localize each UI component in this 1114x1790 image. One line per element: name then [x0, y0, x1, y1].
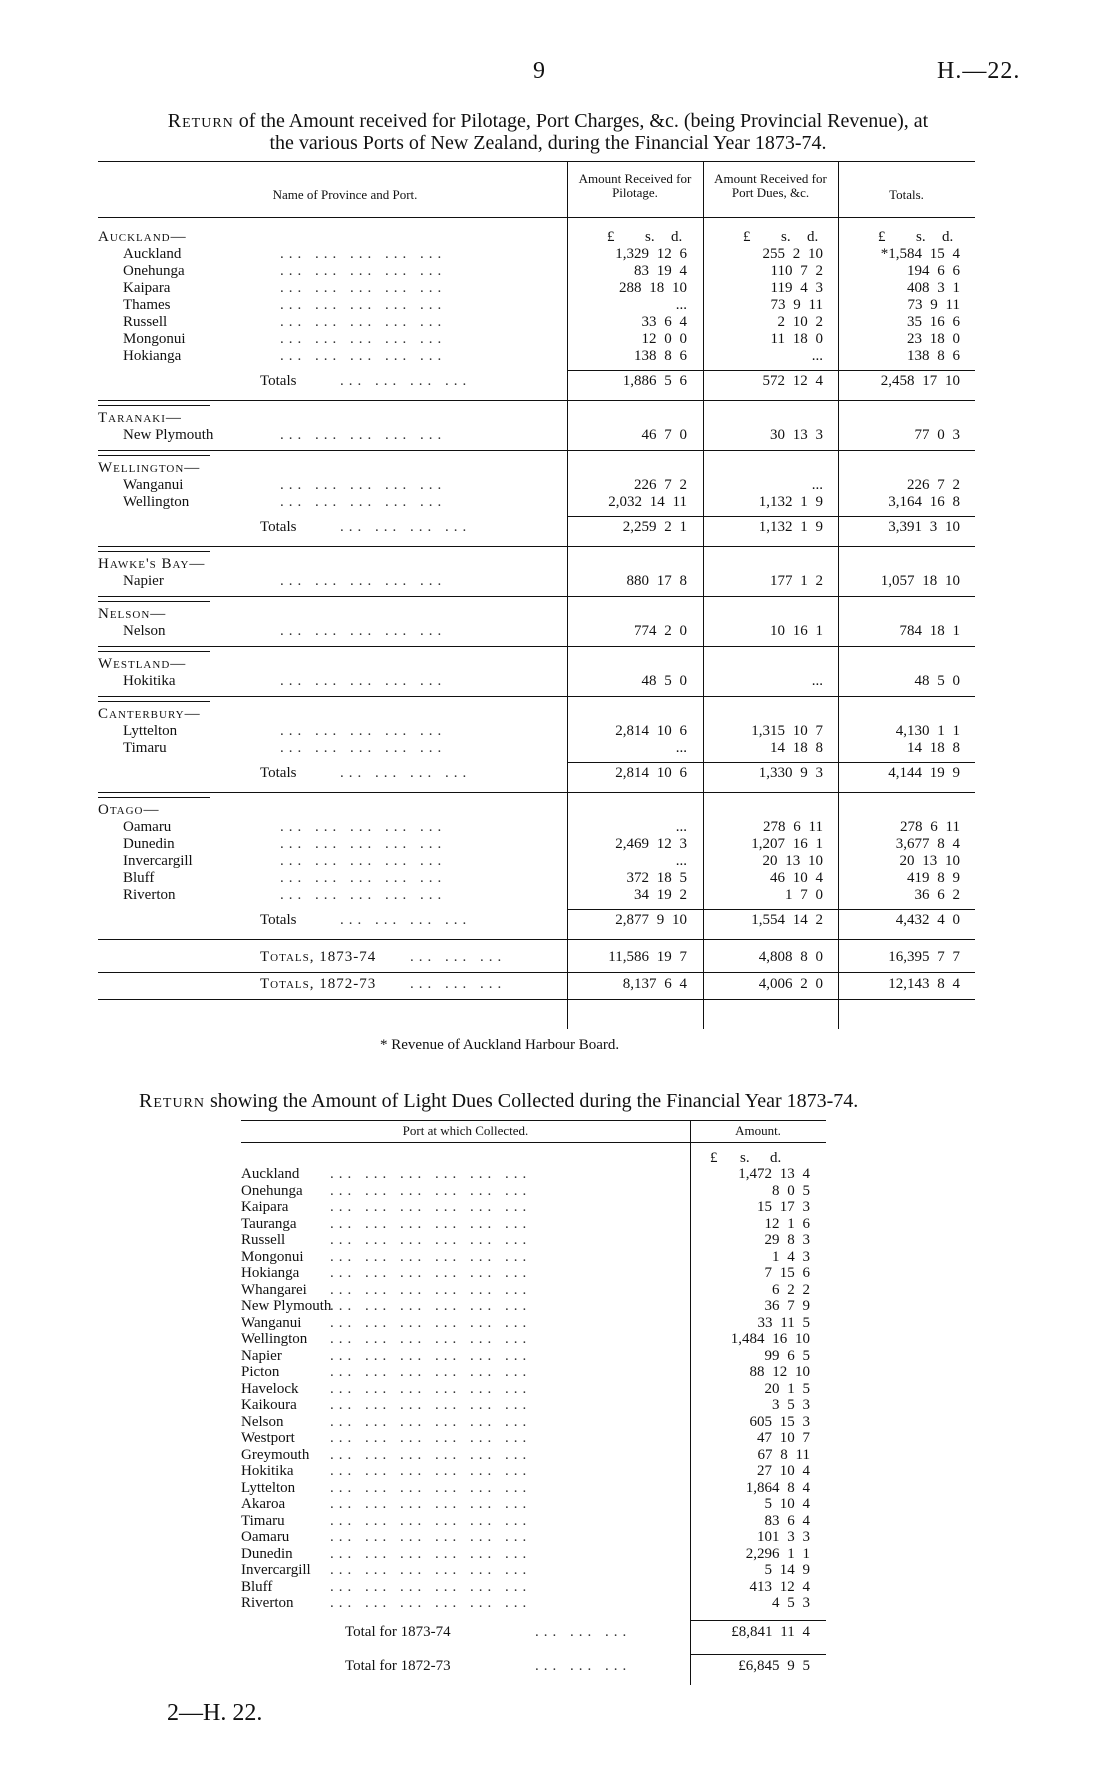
header-rule — [98, 217, 975, 218]
table1-top-rule — [98, 161, 975, 162]
port-dues-value: 14 18 8 — [770, 740, 823, 756]
leader-dots: ... ... ... ... ... ... — [330, 1529, 532, 1545]
unit-penny-dues: d. — [807, 229, 819, 245]
leader-dots: ... ... ... ... ... — [280, 427, 447, 443]
light-dues-port: New Plymouth — [241, 1298, 332, 1314]
leader-dots: ... ... ... ... ... ... — [330, 1347, 532, 1364]
pilotage-value: ... — [675, 740, 687, 756]
grand-port-dues: 4,808 8 0 — [758, 949, 823, 965]
leader-dots: ... ... ... — [410, 976, 507, 992]
light-dues-amount: 101 3 3 — [757, 1529, 810, 1545]
leader-dots: ... ... ... ... — [340, 912, 472, 928]
total-value: 20 13 10 — [899, 853, 960, 869]
grand-port-dues: 4,006 2 0 — [758, 976, 823, 992]
province-name: Westland— — [98, 656, 187, 672]
port-dues-value: ... — [811, 673, 823, 689]
light-dues-amount: 88 12 10 — [749, 1364, 810, 1380]
province-total: 4,144 19 9 — [888, 765, 960, 781]
leader-dots: ... ... ... ... ... ... — [330, 1232, 532, 1248]
port-name: Auckland — [123, 246, 182, 262]
light-dues-amount: 20 1 5 — [764, 1380, 810, 1397]
unit-pound-pilotage: £ — [607, 229, 615, 245]
grand-total-label: Totals, 1873-74 — [260, 949, 377, 965]
port-name: Riverton — [123, 887, 176, 903]
leader-dots: ... ... ... ... ... — [280, 853, 447, 869]
totals-label: Totals — [260, 765, 297, 781]
leader-dots: ... ... ... ... ... — [280, 297, 447, 313]
leader-dots: ... ... ... ... ... ... — [330, 1562, 532, 1578]
light-dues-port: Westport — [241, 1430, 295, 1446]
pilotage-value: 48 5 0 — [641, 673, 687, 689]
leader-dots: ... ... ... ... ... ... — [330, 1265, 532, 1281]
total-value: *1,584 15 4 — [880, 246, 960, 262]
port-dues-value: 1,315 10 7 — [751, 723, 823, 739]
total-value: 3,164 16 8 — [888, 494, 960, 510]
unit-pound-totals: £ — [878, 229, 886, 245]
light-dues-port: Riverton — [241, 1595, 294, 1611]
leader-dots: ... ... ... ... ... ... — [330, 1595, 532, 1611]
leader-dots: ... ... ... ... ... — [280, 263, 447, 279]
grand-total: 16,395 7 7 — [888, 949, 960, 965]
light-dues-amount: 15 17 3 — [757, 1199, 810, 1215]
grand-pilotage: 8,137 6 4 — [622, 976, 687, 992]
unit-shilling-pilotage: s. — [645, 229, 655, 245]
header-port: Port at which Collected. — [402, 1123, 529, 1138]
total-value: 784 18 1 — [899, 623, 960, 639]
grand-rule — [98, 972, 975, 973]
province-name: Otago— — [98, 802, 160, 818]
leader-dots: ... ... ... ... ... — [280, 246, 447, 262]
section-rule — [98, 792, 975, 793]
unit-penny: d. — [770, 1150, 782, 1166]
header-portdues: Amount Received for Port Dues, &c. — [714, 171, 827, 200]
pilotage-value: 226 7 2 — [634, 477, 687, 493]
return2-title-rest: showing the Amount of Light Dues Collected during the Financial Year 1873-74. — [205, 1090, 859, 1112]
leader-dots: ... ... ... ... ... ... — [330, 1413, 532, 1430]
pilotage-value: 2,032 14 11 — [608, 494, 687, 510]
leader-dots: ... ... ... ... ... ... — [330, 1397, 532, 1413]
port-name: Bluff — [123, 870, 155, 886]
total-value: 419 8 9 — [907, 870, 960, 886]
pilotage-value: 12 0 0 — [641, 331, 687, 347]
port-name: Oamaru — [123, 819, 172, 835]
grand-rule — [98, 999, 975, 1000]
port-dues-value: 1 7 0 — [785, 887, 823, 903]
port-name: Lyttelton — [123, 723, 178, 739]
grand-pilotage: 11,586 19 7 — [608, 949, 687, 965]
province-name: Hawke's Bay— — [98, 556, 206, 572]
total-value: 48 5 0 — [914, 673, 960, 689]
port-name: Onehunga — [123, 263, 185, 279]
leader-dots: ... ... ... ... ... — [280, 331, 447, 347]
light-dues-amount: 1,484 16 10 — [730, 1331, 810, 1347]
light-dues-port: Napier — [241, 1347, 282, 1364]
port-dues-value: 2 10 2 — [777, 314, 823, 330]
grand-total: 12,143 8 4 — [888, 976, 960, 992]
total-value: 35 16 6 — [907, 314, 960, 330]
light-dues-total-amount: £8,841 11 4 — [731, 1623, 810, 1640]
leader-dots: ... ... ... ... ... — [280, 280, 447, 296]
light-dues-amount: 2,296 1 1 — [745, 1545, 810, 1562]
light-dues-amount: 27 10 4 — [757, 1463, 810, 1479]
light-dues-amount: 5 14 9 — [764, 1562, 810, 1578]
province-rule — [98, 551, 210, 552]
light-dues-amount: 12 1 6 — [764, 1215, 810, 1232]
leader-dots: ... ... ... ... ... — [280, 836, 447, 852]
port-dues-value: 119 4 3 — [770, 280, 823, 296]
total-value: 226 7 2 — [907, 477, 960, 493]
table2-top-rule — [241, 1120, 826, 1121]
province-rule — [98, 651, 210, 652]
light-dues-port: Hokianga — [241, 1265, 300, 1281]
pilotage-subtotal: 1,886 5 6 — [622, 373, 687, 389]
light-dues-port: Greymouth — [241, 1446, 310, 1463]
light-dues-port: Oamaru — [241, 1529, 290, 1545]
grand-total-label: Totals, 1872-73 — [260, 976, 377, 992]
return2-title-prefix: Return — [139, 1090, 206, 1112]
light-dues-total-amount: £6,845 9 5 — [738, 1657, 810, 1674]
unit-pound-dues: £ — [743, 229, 751, 245]
pilotage-subtotal: 2,814 10 6 — [615, 765, 687, 781]
header-amount: Amount. — [735, 1123, 781, 1138]
leader-dots: ... ... ... — [535, 1623, 632, 1640]
port-dues-value: 255 2 10 — [762, 246, 823, 262]
leader-dots: ... ... ... ... ... — [280, 348, 447, 364]
light-dues-port: Havelock — [241, 1380, 299, 1397]
light-dues-total-label: Total for 1873-74 — [345, 1623, 451, 1640]
leader-dots: ... ... ... ... ... ... — [330, 1248, 532, 1265]
leader-dots: ... ... ... — [410, 949, 507, 965]
light-dues-amount: 5 10 4 — [764, 1496, 810, 1512]
unit-shilling-dues: s. — [781, 229, 791, 245]
light-dues-amount: 83 6 4 — [764, 1512, 810, 1529]
province-total: 3,391 3 10 — [888, 519, 960, 535]
light-dues-amount: 1,864 8 4 — [745, 1479, 810, 1496]
leader-dots: ... ... ... ... ... — [280, 477, 447, 493]
leader-dots: ... ... ... ... ... — [280, 494, 447, 510]
light-dues-amount: 1 4 3 — [772, 1248, 810, 1265]
leader-dots: ... ... ... ... ... — [280, 740, 447, 756]
pilotage-value: 2,814 10 6 — [615, 723, 687, 739]
port-dues-value: 110 7 2 — [770, 263, 823, 279]
totals-label: Totals — [260, 912, 297, 928]
light-dues-amount: 3 5 3 — [772, 1397, 810, 1413]
header-pilotage: Amount Received for Pilotage. — [578, 171, 692, 200]
table2-header-rule — [241, 1142, 826, 1143]
totals-rule — [567, 370, 975, 371]
port-dues-value: 177 1 2 — [770, 573, 823, 589]
light-dues-amount: 605 15 3 — [749, 1413, 810, 1430]
port-name: Wellington — [123, 494, 190, 510]
leader-dots: ... ... ... ... ... ... — [330, 1281, 532, 1298]
province-rule — [98, 601, 210, 602]
pilotage-value: 33 6 4 — [641, 314, 687, 330]
footnote: * Revenue of Auckland Harbour Board. — [380, 1037, 620, 1053]
port-name: Timaru — [123, 740, 167, 756]
pilotage-value: ... — [675, 853, 687, 869]
header-totals: Totals. — [889, 187, 924, 202]
leader-dots: ... ... ... ... ... — [280, 723, 447, 739]
port-name: Nelson — [123, 623, 166, 639]
leader-dots: ... ... ... ... ... ... — [330, 1182, 532, 1199]
light-dues-port: Lyttelton — [241, 1479, 296, 1496]
province-rule — [98, 455, 210, 456]
port-dues-value: 46 10 4 — [770, 870, 823, 886]
leader-dots: ... ... ... ... ... ... — [330, 1380, 532, 1397]
light-dues-port: Tauranga — [241, 1215, 297, 1232]
port-dues-value: ... — [811, 477, 823, 493]
port-name: New Plymouth — [123, 427, 214, 443]
leader-dots: ... ... ... ... ... ... — [330, 1496, 532, 1512]
section-rule — [98, 450, 975, 451]
port-name: Wanganui — [123, 477, 184, 493]
section-rule — [98, 596, 975, 597]
light-dues-port: Wellington — [241, 1331, 308, 1347]
leader-dots: ... ... ... ... — [340, 765, 472, 781]
port-name: Mongonui — [123, 331, 186, 347]
total-value: 14 18 8 — [907, 740, 960, 756]
port-name: Russell — [123, 314, 168, 330]
leader-dots: ... ... ... ... ... — [280, 887, 447, 903]
port-dues-subtotal: 1,330 9 3 — [758, 765, 823, 781]
leader-dots: ... ... ... ... — [340, 373, 472, 389]
leader-dots: ... ... ... ... ... ... — [330, 1331, 532, 1347]
light-dues-port: Russell — [241, 1232, 286, 1248]
total-value: 1,057 18 10 — [880, 573, 960, 589]
totals-rule — [567, 516, 975, 517]
section-rule — [98, 546, 975, 547]
total-value: 77 0 3 — [914, 427, 960, 443]
light-dues-port: Dunedin — [241, 1545, 293, 1562]
document-reference: H.—22. — [937, 58, 1021, 84]
light-dues-amount: 36 7 9 — [764, 1298, 810, 1314]
return1-title — [98, 110, 998, 154]
leader-dots: ... ... ... ... ... ... — [330, 1512, 532, 1529]
totals-rule — [567, 762, 975, 763]
return1-title-line2: the various Ports of New Zealand, during the Financial Year 1873-74. — [269, 132, 827, 154]
total-value: 73 9 11 — [907, 297, 960, 313]
leader-dots: ... ... ... ... ... ... — [330, 1463, 532, 1479]
port-dues-subtotal: 572 12 4 — [762, 373, 823, 389]
port-dues-subtotal: 1,554 14 2 — [751, 912, 823, 928]
header-name: Name of Province and Port. — [272, 187, 418, 202]
port-name: Invercargill — [123, 853, 193, 869]
leader-dots: ... ... ... ... ... ... — [330, 1479, 532, 1496]
port-dues-value: 1,207 16 1 — [751, 836, 823, 852]
leader-dots: ... ... ... ... ... ... — [330, 1298, 532, 1314]
light-dues-amount: 8 0 5 — [772, 1182, 810, 1199]
pilotage-value: 1,329 12 6 — [615, 246, 687, 262]
unit-penny-totals: d. — [942, 229, 954, 245]
light-dues-amount: 1,472 13 4 — [738, 1166, 810, 1182]
province-total: 2,458 17 10 — [880, 373, 960, 389]
section-rule — [98, 646, 975, 647]
leader-dots: ... ... ... ... ... ... — [330, 1446, 532, 1463]
port-dues-value: 20 13 10 — [762, 853, 823, 869]
port-name: Kaipara — [123, 280, 171, 296]
section-rule — [98, 400, 975, 401]
unit-pound: £ — [710, 1150, 718, 1166]
province-total: 4,432 4 0 — [895, 912, 960, 928]
pilotage-value: ... — [675, 819, 687, 835]
leader-dots: ... ... ... ... ... ... — [330, 1314, 532, 1331]
section-rule — [98, 939, 975, 940]
light-dues-amount: 413 12 4 — [749, 1578, 810, 1595]
leader-dots: ... ... ... ... ... ... — [330, 1545, 532, 1562]
port-name: Hokianga — [123, 348, 182, 364]
pilotage-value: 288 18 10 — [619, 280, 687, 296]
unit-penny-pilotage: d. — [671, 229, 683, 245]
leader-dots: ... ... ... ... ... ... — [330, 1578, 532, 1595]
pilotage-value: 2,469 12 3 — [615, 836, 687, 852]
totals-label: Totals — [260, 519, 297, 535]
total-value: 408 3 1 — [907, 280, 960, 296]
province-name: Canterbury— — [98, 706, 201, 722]
total-value: 278 6 11 — [900, 819, 960, 835]
total-rule — [690, 1654, 826, 1655]
port-name: Napier — [123, 573, 164, 589]
port-dues-subtotal: 1,132 1 9 — [758, 519, 823, 535]
pilotage-value: 372 18 5 — [626, 870, 687, 886]
leader-dots: ... ... ... ... ... — [280, 819, 447, 835]
leader-dots: ... ... ... ... ... — [280, 314, 447, 330]
light-dues-amount: 47 10 7 — [757, 1430, 810, 1446]
port-dues-value: 1,132 1 9 — [758, 494, 823, 510]
leader-dots: ... ... ... ... ... — [280, 623, 447, 639]
port-dues-value: 73 9 11 — [770, 297, 823, 313]
light-dues-port: Wanganui — [241, 1314, 302, 1331]
page-number: 9 — [533, 58, 545, 84]
light-dues-port: Auckland — [241, 1166, 300, 1182]
pilotage-value: 774 2 0 — [634, 623, 687, 639]
light-dues-port: Onehunga — [241, 1182, 303, 1199]
total-value: 138 8 6 — [907, 348, 960, 364]
light-dues-port: Picton — [241, 1364, 280, 1380]
totals-label: Totals — [260, 373, 297, 389]
light-dues-port: Timaru — [241, 1512, 285, 1529]
port-dues-value: 10 16 1 — [770, 623, 823, 639]
leader-dots: ... ... ... ... ... — [280, 870, 447, 886]
province-name: Taranaki— — [98, 410, 182, 426]
pilotage-value: 46 7 0 — [641, 427, 687, 443]
leader-dots: ... ... ... ... ... — [280, 573, 447, 589]
light-dues-port: Mongonui — [241, 1248, 304, 1265]
port-dues-value: ... — [811, 348, 823, 364]
port-dues-value: 11 18 0 — [770, 331, 823, 347]
total-value: 4,130 1 1 — [895, 723, 960, 739]
port-name: Thames — [123, 297, 171, 313]
leader-dots: ... ... ... ... ... ... — [330, 1364, 532, 1380]
pilotage-value: 34 19 2 — [634, 887, 687, 903]
pilotage-subtotal: 2,877 9 10 — [615, 912, 687, 928]
province-rule — [98, 797, 210, 798]
light-dues-amount: 7 15 6 — [764, 1265, 810, 1281]
pilotage-subtotal: 2,259 2 1 — [622, 519, 687, 535]
leader-dots: ... ... ... — [535, 1657, 632, 1674]
light-dues-amount: 99 6 5 — [764, 1347, 810, 1364]
province-rule — [98, 405, 210, 406]
light-dues-port: Whangarei — [241, 1281, 307, 1298]
light-dues-port: Hokitika — [241, 1463, 294, 1479]
light-dues-total-label: Total for 1872-73 — [345, 1657, 451, 1674]
leader-dots: ... ... ... ... ... — [280, 673, 447, 689]
light-dues-port: Nelson — [241, 1413, 284, 1430]
unit-shilling-totals: s. — [916, 229, 926, 245]
section-rule — [98, 696, 975, 697]
total-value: 36 6 2 — [914, 887, 960, 903]
footer-reference: 2—H. 22. — [167, 1700, 263, 1726]
unit-shilling: s. — [740, 1150, 750, 1166]
leader-dots: ... ... ... ... — [340, 519, 472, 535]
total-rule — [690, 1620, 826, 1621]
pilotage-value: 83 19 4 — [634, 263, 687, 279]
light-dues-port: Kaikoura — [241, 1397, 297, 1413]
light-dues-amount: 67 8 11 — [757, 1446, 810, 1463]
light-dues-amount: 33 11 5 — [757, 1314, 810, 1331]
pilotage-value: 138 8 6 — [634, 348, 687, 364]
totals-rule — [567, 909, 975, 910]
province-name: Nelson— — [98, 606, 167, 622]
port-dues-value: 278 6 11 — [763, 819, 823, 835]
light-dues-port: Invercargill — [241, 1562, 311, 1578]
total-value: 194 6 6 — [907, 263, 960, 279]
total-value: 23 18 0 — [907, 331, 960, 347]
province-name: Auckland— — [98, 229, 187, 245]
leader-dots: ... ... ... ... ... ... — [330, 1430, 532, 1446]
light-dues-amount: 29 8 3 — [764, 1232, 810, 1248]
leader-dots: ... ... ... ... ... ... — [330, 1215, 532, 1232]
port-name: Hokitika — [123, 673, 176, 689]
light-dues-port: Bluff — [241, 1578, 273, 1595]
province-rule — [98, 701, 210, 702]
light-dues-amount: 6 2 2 — [772, 1281, 810, 1298]
province-name: Wellington— — [98, 460, 201, 476]
light-dues-port: Akaroa — [241, 1496, 286, 1512]
total-value: 3,677 8 4 — [895, 836, 960, 852]
return1-title-prefix: Return — [167, 110, 234, 132]
port-dues-value: 30 13 3 — [770, 427, 823, 443]
leader-dots: ... ... ... ... ... ... — [330, 1199, 532, 1215]
port-name: Dunedin — [123, 836, 175, 852]
light-dues-port: Kaipara — [241, 1199, 289, 1215]
pilotage-value: ... — [675, 297, 687, 313]
leader-dots: ... ... ... ... ... ... — [330, 1166, 532, 1182]
light-dues-amount: 4 5 3 — [772, 1595, 810, 1611]
return2-title — [139, 1090, 858, 1113]
return1-title-line1: of the Amount received for Pilotage, Port Charges, &c. (being Provincial Revenue), at — [233, 110, 929, 132]
pilotage-value: 880 17 8 — [626, 573, 687, 589]
